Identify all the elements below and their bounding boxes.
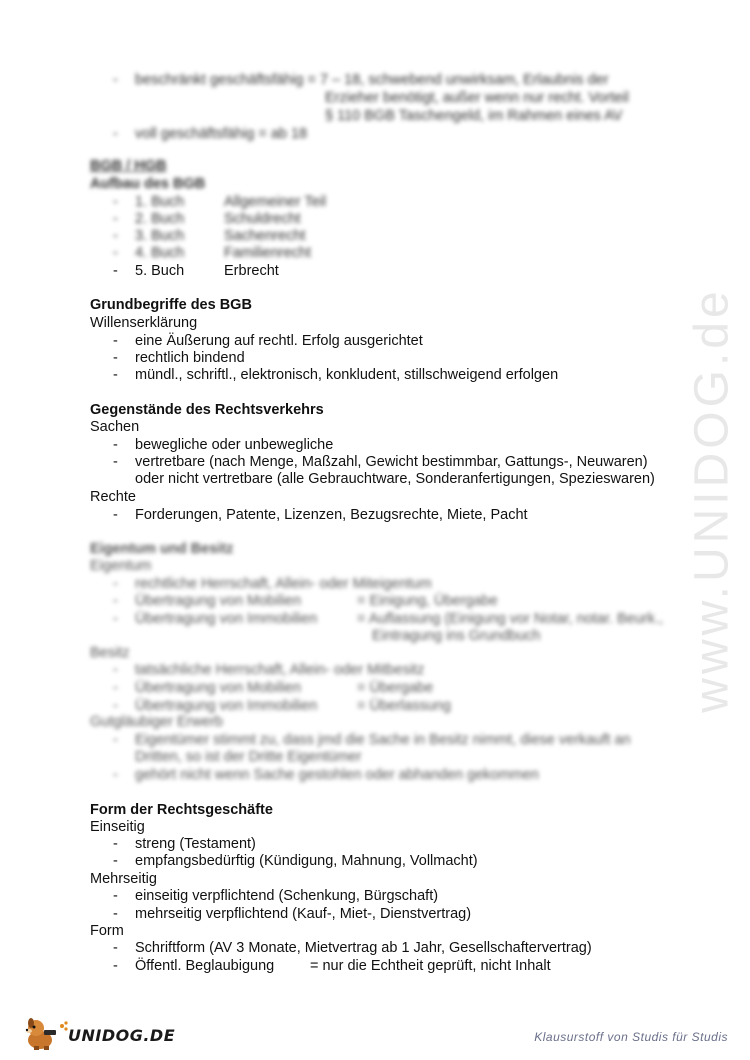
subheading-einseitig: Einseitig (90, 819, 145, 835)
book-number: 4. Buch (135, 245, 185, 261)
list-item-continuation: Eintragung ins Grundbuch (372, 628, 541, 644)
book-number: 3. Buch (135, 228, 185, 244)
list-dash: - (113, 732, 118, 748)
list-dash: - (113, 836, 118, 852)
list-item: Öffentl. Beglaubigung (135, 958, 275, 974)
book-number: 2. Buch (135, 211, 185, 227)
subheading-rechte: Rechte (90, 489, 136, 505)
list-item: Eigentümer stimmt zu, dass jmd die Sache in Besitz nimmt, diese verkauft an (135, 732, 631, 748)
list-item: rechtliche Herrschaft, Allein- oder Miteigentum (135, 576, 432, 592)
list-item-value: = Überlassung (357, 698, 451, 714)
list-item: mehrseitig verpflichtend (Kauf-, Miet-, Dienstvertrag) (135, 906, 472, 922)
list-dash: - (113, 888, 118, 904)
list-dash: - (113, 228, 118, 244)
list-item-continuation: Erzieher benötigt, außer wenn nur recht. Vorteil (325, 90, 629, 106)
logo-text: UNIDOG.DE (68, 1026, 176, 1045)
list-dash: - (113, 126, 118, 142)
list-item: Übertragung von Mobilien (135, 680, 302, 696)
list-dash: - (113, 593, 118, 609)
book-number: 5. Buch (135, 263, 185, 279)
list-item: voll geschäftsfähig = ab 18 (135, 126, 308, 142)
list-dash: - (113, 437, 118, 453)
section-heading-form: Form der Rechtsgeschäfte (90, 802, 273, 818)
list-dash: - (113, 940, 118, 956)
list-dash: - (113, 698, 118, 714)
list-item-value: = nur die Echtheit geprüft, nicht Inhalt (310, 958, 551, 974)
list-item-value: = Auflassung (Einigung vor Notar, notar. Beurk., (357, 611, 663, 627)
list-dash: - (113, 611, 118, 627)
list-item: Forderungen, Patente, Lizenzen, Bezugsrechte, Miete, Pacht (135, 507, 528, 523)
list-item: tatsächliche Herrschaft, Allein- oder Mitbesitz (135, 662, 425, 678)
list-dash: - (113, 263, 118, 279)
list-item: gehört nicht wenn Sache gestohlen oder abhanden gekommen (135, 767, 539, 783)
section-heading-gegenstaende: Gegenstände des Rechtsverkehrs (90, 402, 324, 418)
subheading-eigentum: Eigentum (90, 558, 152, 574)
subheading-willenserklaerung: Willenserklärung (90, 315, 198, 331)
subheading-besitz: Besitz (90, 645, 130, 661)
list-item-value: = Einigung, Übergabe (357, 593, 498, 609)
list-item: Übertragung von Immobilien (135, 698, 318, 714)
section-heading-bgb-hgb: BGB / HGB (90, 158, 167, 174)
section-heading-eigentum: Eigentum und Besitz (90, 541, 234, 557)
list-dash: - (113, 853, 118, 869)
list-dash: - (113, 367, 118, 383)
section-heading-aufbau: Aufbau des BGB (90, 176, 206, 192)
list-item: Übertragung von Immobilien (135, 611, 318, 627)
subheading-gutglaeubiger-erwerb: Gutgläubiger Erwerb (90, 714, 223, 730)
section-heading-grundbegriffe: Grundbegriffe des BGB (90, 297, 252, 313)
list-dash: - (113, 507, 118, 523)
subheading-mehrseitig: Mehrseitig (90, 871, 157, 887)
list-item: vertretbare (nach Menge, Maßzahl, Gewicht bestimmbar, Gattungs-, Neuwaren) (135, 454, 648, 470)
list-item-continuation: § 110 BGB Taschengeld, im Rahmen eines AV (325, 108, 623, 124)
footer-tagline: Klausurstoff von Studis für Studis (534, 1030, 728, 1044)
list-dash: - (113, 245, 118, 261)
list-item: einseitig verpflichtend (Schenkung, Bürgschaft) (135, 888, 439, 904)
list-dash: - (113, 194, 118, 210)
list-item: eine Äußerung auf rechtl. Erfolg ausgerichtet (135, 333, 423, 349)
book-name: Schuldrecht (224, 211, 301, 227)
list-item: Übertragung von Mobilien (135, 593, 302, 609)
book-name: Sachenrecht (224, 228, 306, 244)
list-item: bewegliche oder unbewegliche (135, 437, 334, 453)
book-name: Erbrecht (224, 263, 279, 279)
list-dash: - (113, 958, 118, 974)
list-dash: - (113, 333, 118, 349)
list-item-value: = Übergabe (357, 680, 434, 696)
list-dash: - (113, 680, 118, 696)
list-item: streng (Testament) (135, 836, 256, 852)
list-dash: - (113, 72, 118, 88)
book-name: Allgemeiner Teil (224, 194, 327, 210)
list-item: beschränkt geschäftsfähig = 7 – 18, schwebend unwirksam, Erlaubnis der (135, 72, 609, 88)
subheading-sachen: Sachen (90, 419, 140, 435)
list-item: empfangsbedürftig (Kündigung, Mahnung, Vollmacht) (135, 853, 478, 869)
book-name: Familienrecht (224, 245, 312, 261)
list-dash: - (113, 576, 118, 592)
list-dash: - (113, 662, 118, 678)
unidog-logo (22, 1016, 176, 1052)
list-item-continuation: oder nicht vertretbare (alle Gebrauchtware, Sonderanfertigungen, Spezieswaren) (135, 471, 655, 487)
list-dash: - (113, 350, 118, 366)
subheading-form: Form (90, 923, 124, 939)
list-dash: - (113, 211, 118, 227)
list-item-continuation: Dritten, so ist der Dritte Eigentümer (135, 749, 362, 765)
list-dash: - (113, 906, 118, 922)
book-number: 1. Buch (135, 194, 185, 210)
watermark: www.UNIDOG.de (685, 287, 739, 713)
dog-mascot-icon (22, 1016, 70, 1052)
list-item: Schriftform (AV 3 Monate, Mietvertrag ab 1 Jahr, Gesellschaftervertrag) (135, 940, 592, 956)
list-dash: - (113, 767, 118, 783)
list-item: rechtlich bindend (135, 350, 245, 366)
list-item: mündl., schriftl., elektronisch, konkludent, stillschweigend erfolgen (135, 367, 559, 383)
list-dash: - (113, 454, 118, 470)
